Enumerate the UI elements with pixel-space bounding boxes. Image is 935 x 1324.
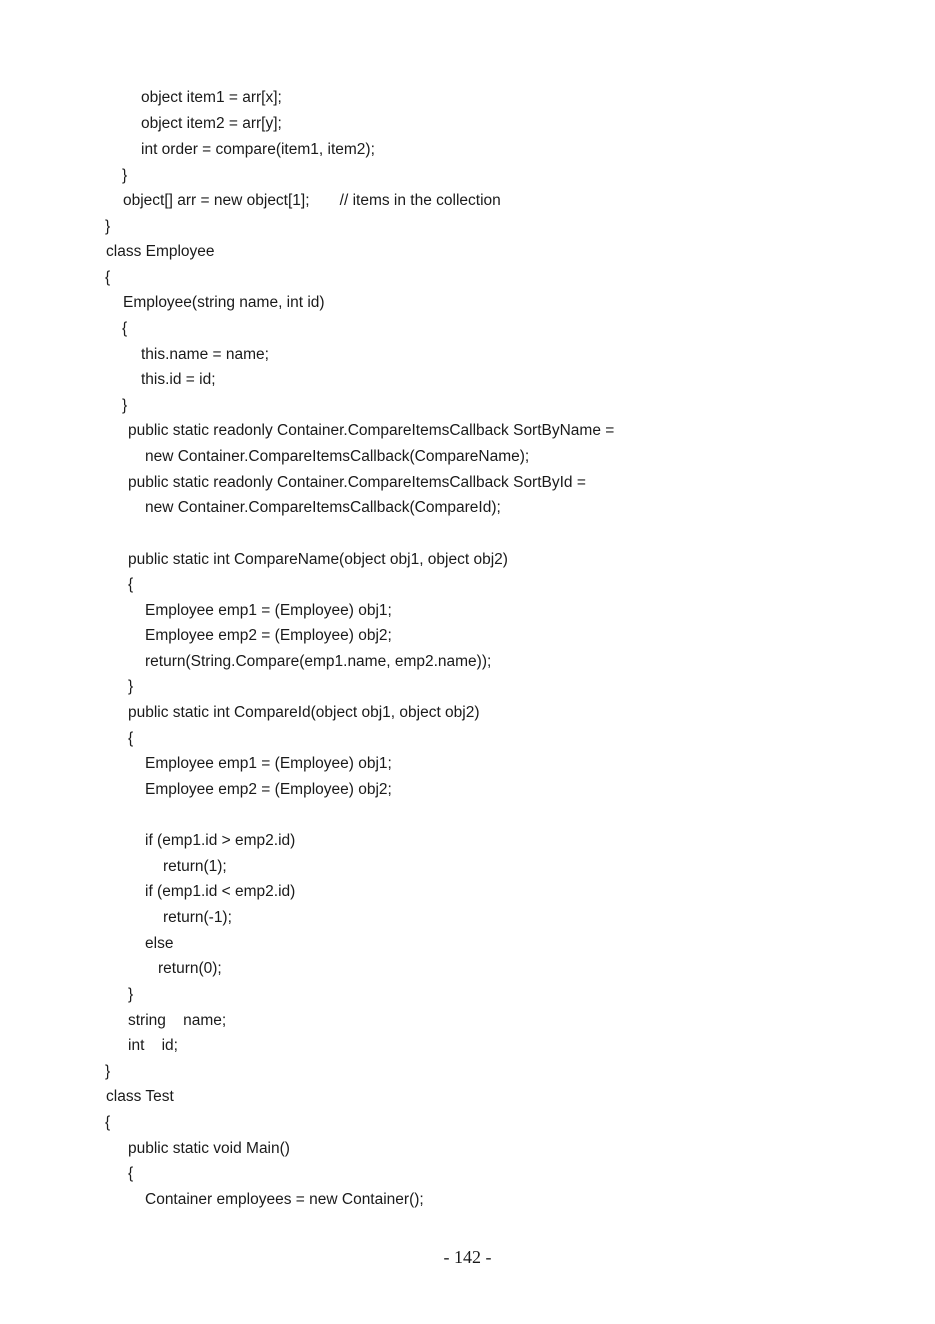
code-line: } <box>128 678 134 695</box>
code-line: else <box>145 935 174 952</box>
code-line: Employee emp2 = (Employee) obj2; <box>145 627 392 644</box>
code-line: public static readonly Container.CompareItemsCallback SortByName = <box>128 422 615 439</box>
code-line: { <box>128 730 134 747</box>
code-line: { <box>128 576 134 593</box>
code-line: Employee emp1 = (Employee) obj1; <box>145 602 392 619</box>
code-line: if (emp1.id < emp2.id) <box>145 883 296 900</box>
page-number: - 142 - <box>443 1247 492 1267</box>
code-line: } <box>105 218 111 235</box>
code-line: object item2 = arr[y]; <box>141 115 282 132</box>
code-line: } <box>128 986 134 1003</box>
code-line: class Test <box>106 1088 174 1105</box>
code-line: { <box>122 320 128 337</box>
code-line: this.name = name; <box>141 346 269 363</box>
code-line: int order = compare(item1, item2); <box>141 141 375 158</box>
code-line: } <box>105 1063 111 1080</box>
code-line: object[] arr = new object[1]; // items in the collection <box>123 192 501 209</box>
code-line: } <box>122 397 128 414</box>
code-line: { <box>105 1114 111 1131</box>
code-line: new Container.CompareItemsCallback(CompareId); <box>145 499 501 516</box>
code-line: if (emp1.id > emp2.id) <box>145 832 296 849</box>
code-line: new Container.CompareItemsCallback(CompareName); <box>145 448 530 465</box>
code-line: } <box>122 167 128 184</box>
code-line: { <box>128 1165 134 1182</box>
code-line: return(String.Compare(emp1.name, emp2.name)); <box>145 653 492 670</box>
code-line: public static readonly Container.CompareItemsCallback SortById = <box>128 474 586 491</box>
code-line: int id; <box>128 1037 178 1054</box>
code-line: string name; <box>128 1012 227 1029</box>
code-line: public static int CompareName(object obj1, object obj2) <box>128 551 508 568</box>
code-line: public static int CompareId(object obj1, object obj2) <box>128 704 480 721</box>
code-line: return(-1); <box>163 909 232 926</box>
code-line: Container employees = new Container(); <box>145 1191 424 1208</box>
code-line: Employee emp1 = (Employee) obj1; <box>145 755 392 772</box>
code-line: return(0); <box>158 960 222 977</box>
code-line: Employee(string name, int id) <box>123 294 325 311</box>
code-line: this.id = id; <box>141 371 216 388</box>
code-line: Employee emp2 = (Employee) obj2; <box>145 781 392 798</box>
code-line: return(1); <box>163 858 227 875</box>
code-line: class Employee <box>106 243 215 260</box>
code-line: object item1 = arr[x]; <box>141 89 282 106</box>
code-line: public static void Main() <box>128 1140 290 1157</box>
code-line: { <box>105 269 111 286</box>
